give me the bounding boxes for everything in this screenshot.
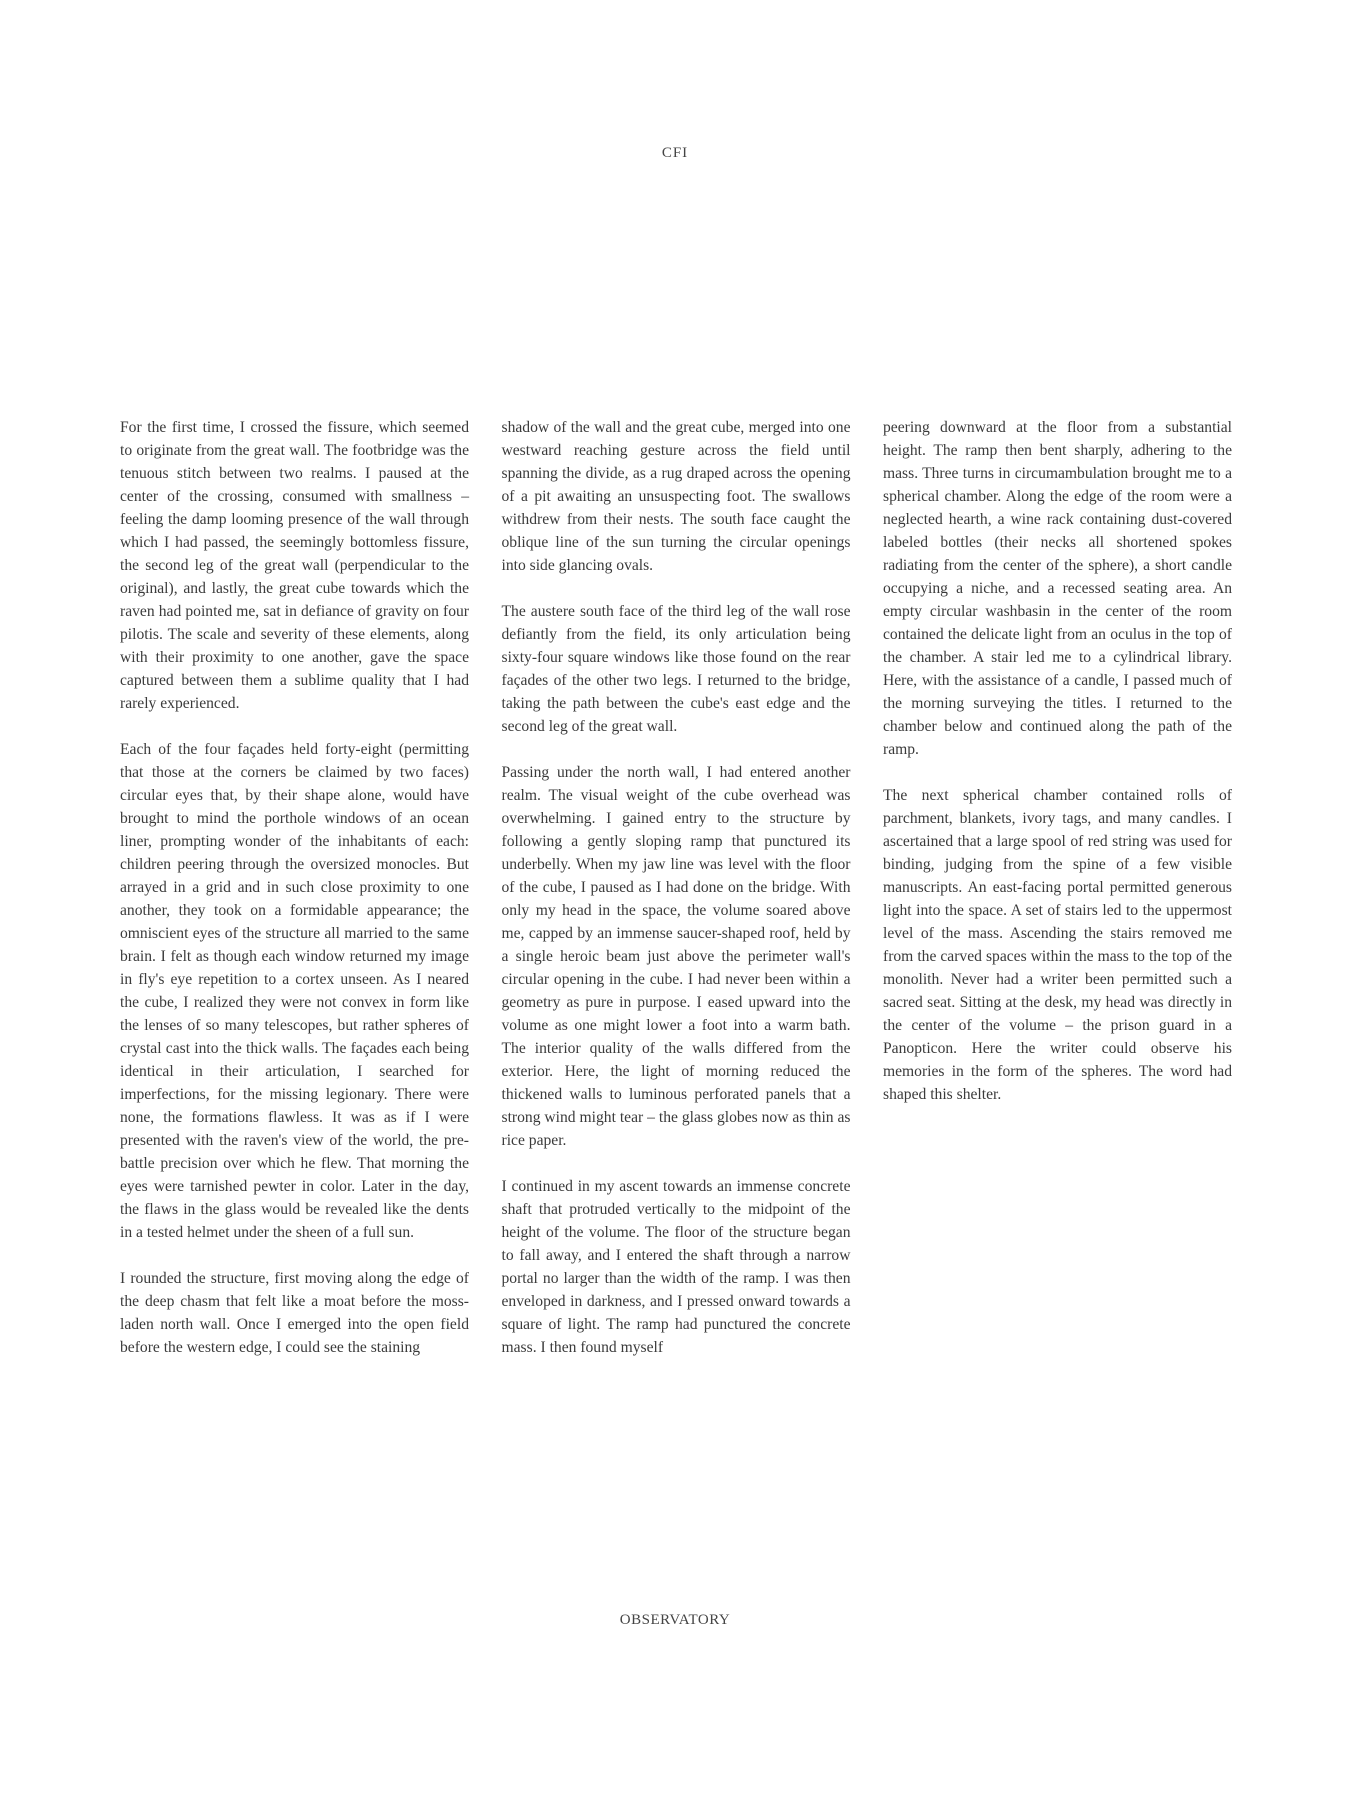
page-number: CFI: [661, 145, 689, 161]
text-column-1: [120, 416, 469, 1359]
paragraph: Each of the four façades held forty-eight (permitting that those at the corners be claimed by two faces) circular eyes that, by their shape alone, would have brought to mind the porthole windows of an ocean liner, prompting wonder of the inhabitants of each: children peering through the oversized monocles. But arrayed in a grid and in such close proximity to one another, they took on a formidable appearance; the omniscient eyes of the structure all married to the same brain. I felt as though each window returned my image in fly's eye repetition to a cortex unseen. As I neared the cube, I realized they were not convex in form like the lenses of so many telescopes, but rather spheres of crystal cast into the thick walls. The façades each being identical in their articulation, I searched for imperfections, for the missing legionary. There were none, the formations flawless. It was as if I were presented with the raven's view of the world, the pre-battle precision over which he flew. That morning the eyes were tarnished pewter in color. Later in the day, the flaws in the glass would be revealed like the dents in a tested helmet under the sheen of a full sun.: [120, 741, 469, 1241]
paragraph: Passing under the north wall, I had entered another realm. The visual weight of the cube overhead was overwhelming. I gained entry to the structure by following a gently sloping ramp that punctured its underbelly. When my jaw line was level with the floor of the cube, I paused as I had done on the bridge. With only my head in the space, the volume soared above me, capped by an immense saucer-shaped roof, held by a single heroic beam just above the perimeter wall's circular opening in the cube. I had never been within a geometry as pure in purpose. I eased upward into the volume as one might lower a foot into a warm bath. The interior quality of the walls differed from the exterior. Here, the light of morning reduced the thickened walls to luminous perforated panels that a strong wind might tear – the glass globes now as thin as rice paper.: [501, 764, 851, 1149]
paragraph: For the first time, I crossed the fissure, which seemed to originate from the great wall. The footbridge was the tenuous stitch between two realms. I paused at the center of the crossing, consumed with smallness – feeling the damp looming presence of the wall through which I had passed, the seemingly bottomless fissure, the second leg of the great wall (perpendicular to the original), and lastly, the great cube towards which the raven had pointed me, sat in defiance of gravity on four pilotis. The scale and severity of these elements, along with their proximity to one another, gave the space captured between them a sublime quality that I had rarely experienced.: [120, 419, 469, 712]
paragraph: The austere south face of the third leg of the wall rose defiantly from the field, its only articulation being sixty-four square windows like those found on the rear façades of the other two legs. I returned to the bridge, taking the path between the cube's east edge and the second leg of the great wall.: [501, 603, 851, 735]
text-columns: [120, 416, 1232, 1359]
paragraph: I rounded the structure, first moving along the edge of the deep chasm that felt like a moat before the moss-laden north wall. Once I emerged into the open field before the western edge, I could see the staining: [120, 1270, 469, 1356]
paragraph: The next spherical chamber contained rolls of parchment, blankets, ivory tags, and many candles. I ascertained that a large spool of red string was used for binding, judging from the spine of a few visible manuscripts. An east-facing portal permitted generous light into the space. A set of stairs led to the uppermost level of the mass. Ascending the stairs removed me from the carved spaces within the mass to the top of the monolith. Never had a writer been permitted such a sacred seat. Sitting at the desk, my head was directly in the center of the volume – the prison guard in a Panopticon. Here the writer could observe his memories in the form of the spheres. The word had shaped this shelter.: [883, 787, 1232, 1103]
text-column-2: [502, 416, 851, 1359]
text-column-3: [883, 416, 1232, 1359]
paragraph: shadow of the wall and the great cube, merged into one westward reaching gesture across the field until spanning the divide, as a rug draped across the opening of a pit awaiting an unsuspecting foot. The swallows withdrew from their nests. The south face caught the oblique line of the sun turning the circular openings into side glancing ovals.: [501, 419, 851, 574]
running-footer-title: OBSERVATORY: [619, 1612, 731, 1628]
paragraph: peering downward at the floor from a substantial height. The ramp then bent sharply, adhering to the mass. Three turns in circumambulation brought me to a spherical chamber. Along the edge of the room were a neglected hearth, a wine rack containing dust-covered labeled bottles (their necks all shortened spokes radiating from the center of the sphere), a short candle occupying a niche, and a recessed seating area. An empty circular washbasin in the center of the room contained the delicate light from an oculus in the top of the chamber. A stair led me to a cylindrical library. Here, with the assistance of a candle, I passed much of the morning surveying the titles. I returned to the chamber below and continued along the path of the ramp.: [883, 419, 1232, 758]
paragraph: I continued in my ascent towards an immense concrete shaft that protruded vertically to the midpoint of the height of the volume. The floor of the structure began to fall away, and I entered the shaft through a narrow portal no larger than the width of the ramp. I was then enveloped in darkness, and I pressed onward towards a square of light. The ramp had punctured the concrete mass. I then found myself: [501, 1178, 851, 1356]
